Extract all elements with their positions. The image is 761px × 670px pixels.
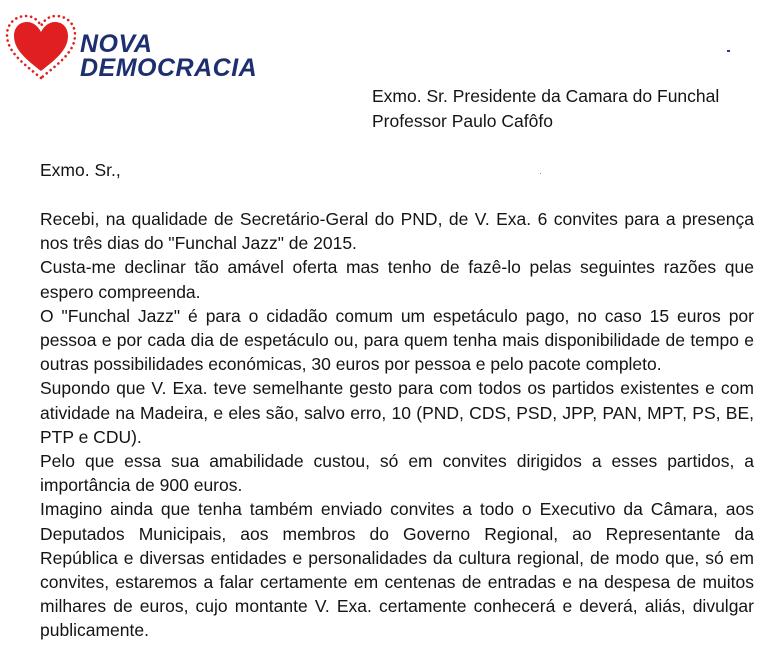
addressee-block <box>372 84 719 134</box>
body-paragraph: Pelo que essa sua amabilidade custou, só em convites dirigidos a esses partidos, a importância de 900 euros. <box>40 451 754 496</box>
addressee-line: Professor Paulo Cafôfo <box>372 111 553 131</box>
party-logo <box>4 14 258 86</box>
party-name-line1: NOVA <box>80 30 153 58</box>
body-paragraph: Imagino ainda que tenha também enviado convites a todo o Executivo da Câmara, aos Deputados Municipais, aos membros do Governo Regional, ao Representante da República e diversas entidades e personalidades da cultura regional, de modo que, só em convites, estaremos a falar certamente em centenas de entradas e na despesa de muitos milhares de euros, cujo montante V. Exa. certamente conhecerá e deverá, aliás, divulgar publicamente. <box>40 499 754 641</box>
body-paragraph: Supondo que V. Exa. teve semelhante gesto para com todos os partidos existentes e com atividade na Madeira, e eles são, salvo erro, 10 (PND, CDS, PSD, JPP, PAN, MPT, PS, BE, PTP e CDU). <box>40 378 754 447</box>
letter-body <box>40 207 754 643</box>
scan-speck <box>540 173 541 174</box>
body-paragraph: Custa-me declinar tão amável oferta mas tenho de fazê-lo pelas seguintes razões que espero compreenda. <box>40 257 754 302</box>
salutation: Exmo. Sr., <box>40 160 121 180</box>
party-name-line2: DEMOCRACIA <box>80 54 258 82</box>
party-name <box>80 32 257 81</box>
addressee-line: Exmo. Sr. Presidente da Camara do Funchal <box>372 86 720 106</box>
scan-speck <box>727 50 730 52</box>
body-paragraph: Recebi, na qualidade de Secretário-Geral do PND, de V. Exa. 6 convites para a presença nos três dias do "Funchal Jazz" de 2015. <box>40 209 754 254</box>
body-paragraph: O "Funchal Jazz" é para o cidadão comum um espetáculo pago, no caso 15 euros por pessoa e por cada dia de espetáculo ou, para quem tenha mais disponibilidade de tempo e outras possibilidades económicas, 30 euros por pessoa e pelo pacote completo. <box>40 305 754 375</box>
heart-icon <box>4 14 78 86</box>
